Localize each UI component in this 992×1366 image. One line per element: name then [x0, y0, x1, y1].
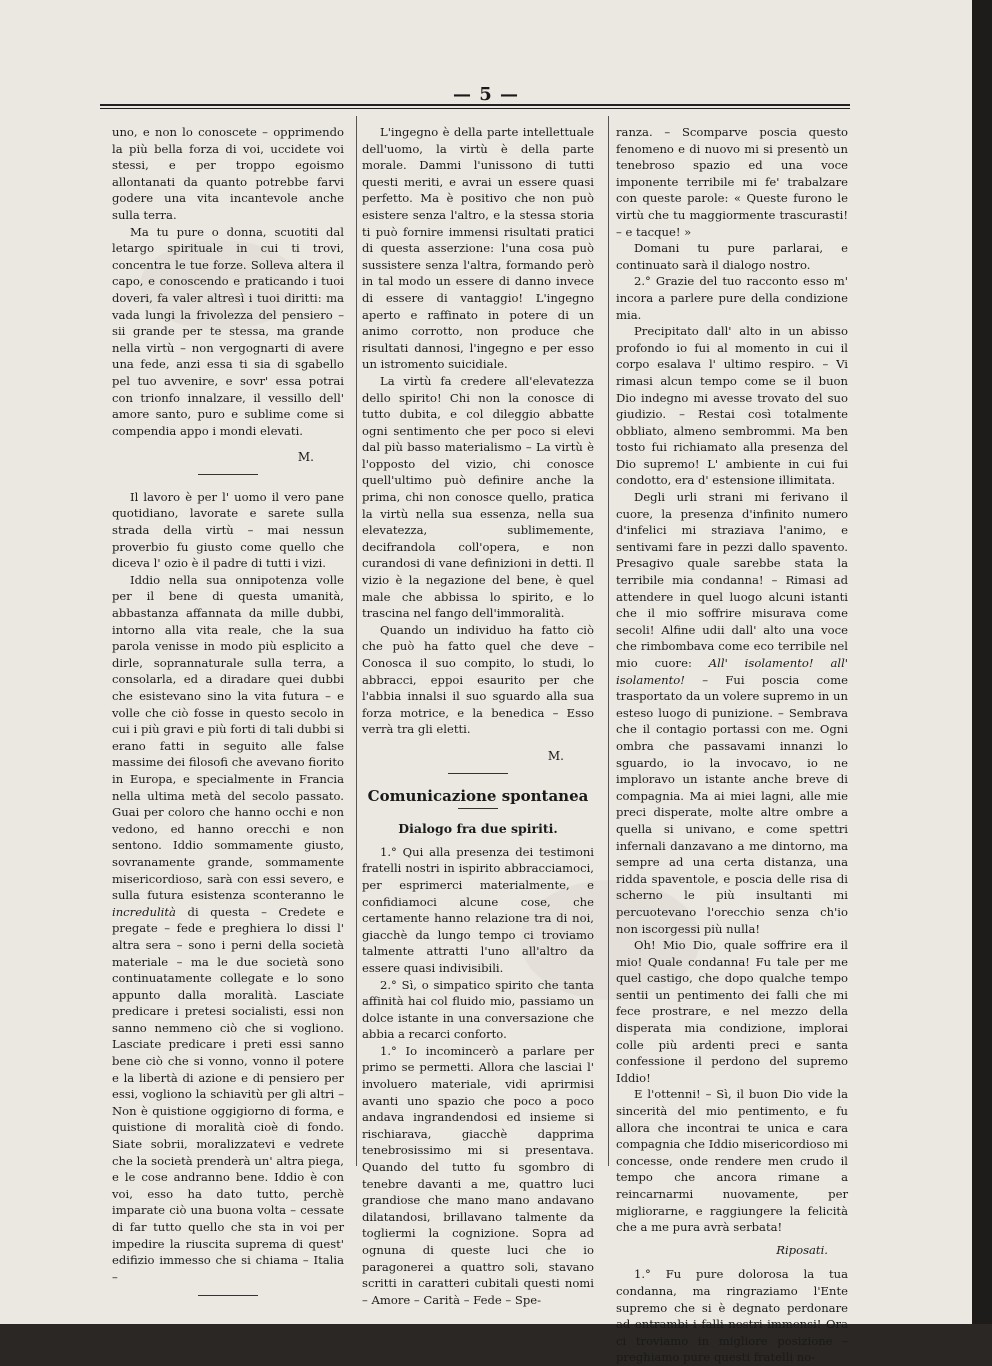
italic-text: All' isolamento! all' isolamento!: [616, 656, 848, 687]
paragraph: L'ingegno è della parte intellettuale dell'uomo, la virtù è della parte morale. Dammi l'unissono di tutti questi meriti, e avrai un essere quasi perfetto. Ma è positivo che non può esistere senza l'altro, e la stessa storia ti può fornire immensi risultati pratici di questa asserzione: l'una cosa può sussistere senza l'altra, formando però in tal modo un essere di danno invece di essere di vantaggio! L'ingegno aperto e raffinato in potere di un animo corrotto, non produce che risultati dannosi, l'ingegno e per esso un istromento suicidiale.: [362, 125, 594, 372]
text-run: – Fui poscia come trasportato da un volere supremo in un esteso luogo di punizione. – Sembrava che il contagio portassi con me. Ogni ombra che passavami innanzi lo sguardo, io la invocavo, io ne imploravo un istante anche breve di compagnia. Ma ai miei lagni, alle mie preci disperate, molte altre ombre a quella si univano, e come spettri infernali danzavano a me dintorno, ma sempre ad una certa distanza, una ridda spaventole, e poscia delle risa di scherno le più insultanti mi percuotevano l'orecchio senza ch'io non iscorgessi più nulla!: [616, 672, 848, 936]
paragraph: uno, e non lo conoscete – opprimendo la più bella forza di voi, uccidete voi stessi, e per troppo egoismo allontanati da quanto potrebbe farvi godere una vita incantevole anche sulla terra.: [112, 125, 344, 222]
text-run: Degli urli strani mi ferivano il cuore, la presenza d'infinito numero d'infelici mi straziava l'animo, e sentivami fare in pezzi dallo spavento. Presagivo quale sarebbe stata la terribile mia condanna! – Rimasi ad attendere in quel luogo alcuni istanti che il mio soffrire misurava come secoli! Alfine udii dall' alto una voce che rimbombava come eco terribile nel mio cuore:: [616, 490, 848, 670]
paragraph: Ma tu pure o donna, scuotiti dal letargo spirituale in cui ti trovi, concentra le tue forze. Solleva altera il capo, e conoscendo e praticando i tuoi doveri, fa valer altresì i tuoi diritti: ma vada lungi la frivolezza del pensiero – sii grande per te stessa, ma grande nella virtù – non vergognarti di avere una fede, anzi essa ti sia di sgabello pel tuo avvenire, e sovr' essa potrai con trionfo innalzare, il vessillo dell' amore santo, puro e sublime come si compendia appo i mondi elevati.: [112, 224, 344, 438]
paragraph: Precipitato dall' alto in un abisso profondo io fui al momento in cui il corpo esalava l' ultimo respiro. – Vi rimasi alcun tempo come se il buon Dio indegno mi avesse trovato del suo giudizio. – Restai così totalmente obbliato, almeno sembrommi. Ma ben tosto fui richiamato alla presenza del Dio supremo! L' ambiente in cui fui condotto, era d' estensione illimitata.: [616, 324, 848, 488]
paragraph: 2.° Grazie del tuo racconto esso m' incora a parlere pure della condizione mia.: [616, 274, 848, 322]
paragraph: ranza. – Scomparve poscia questo fenomeno e di nuovo mi si presentò un tenebroso spazio ed una voce imponente terribile mi fe' trabalzare con queste parole: « Queste furono le virtù che tu maggiormente trascurasti! – e tacque! »: [616, 125, 848, 239]
column-1: [112, 124, 344, 1310]
text-run: Iddio nella sua onnipotenza volle per il bene di questa umanità, abbastanza affannata da mille dubbi, intorno alla vita reale, che la sua parola venisse in modo più esplicito a dirle, soprannaturale sulla terra, a consolarla, ed a diradare quei dubbi che esistevano sino la vita futura – e volle che ciò fosse in questo secolo in cui i più gravi e più forti di tali dubbi si erano fatti in seguito alle false massime dei filosofi che avevano fiorito in Europa, e specialmente in Francia nella ultima metà del secolo passato. Guai per coloro che hanno occhi e non vedono, ed hanno orecchi e non sentono. Iddio sommamente giusto, sovranamente grande, sommamente misericordioso, sarà con essi severo, e sulla futura esistenza sconteranno le: [112, 572, 344, 903]
paragraph: Domani tu pure parlarai, e continuato sarà il dialogo nostro.: [616, 241, 848, 272]
separator-rule: [198, 1295, 258, 1296]
paragraph: E l'ottenni! – Sì, il buon Dio vide la sincerità del mio pentimento, e fu allora che incontrai te unica e cara compagnia che Iddio misericordioso mi concesse, onde rendere men crudo il tempo che ancora rimane a reincarnarmi nuovamente, per migliorarne, e raggiungere la felicità che a me pura avrà serbata!: [616, 1087, 848, 1235]
separator-rule: [458, 808, 498, 809]
signature: M.: [547, 748, 564, 763]
signature: M.: [297, 450, 314, 465]
column-divider: [356, 116, 357, 1166]
paragraph: [112, 572, 344, 1286]
paragraph: 1.° Io incomincerò a parlare per primo se permetti. Allora che lasciai l' involuero materiale, vidi aprirmisi avanti uno spazio che poco a poco andava ingrandendosi ed insieme si rischiarava, giacchè dapprima tenebrosissimo mi si presentava. Quando del tutto fu sgombro di tenebre davanti a me, quattro luci grandiose che mano mano andavano dilatandosi, brillavano talmente da togliermi la cognizione. Sopra ad ognuna di queste luci che io paragonerei a quattro soli, stavano scritti in caratteri cubitali questi nomi – Amore – Carità – Fede – Spe-: [362, 1043, 594, 1307]
column-2: [362, 124, 594, 1308]
separator-rule: [448, 773, 508, 774]
rest-signature: Riposati.: [776, 1242, 828, 1257]
header-rule: [100, 104, 850, 109]
paragraph: Quando un individuo ha fatto ciò che può ha fatto quel che deve – Conosca il suo compito, lo studi, lo abbracci, eppoi esaurito per che l'abbia innalsi il suo sguardo alla sua forza motrice, e la benedica – Esso verrà tra gli eletti.: [362, 622, 594, 737]
section-title: Comunicazione spontanea: [367, 786, 589, 805]
page-number: — 5 —: [452, 84, 520, 105]
paragraph: 2.° Sì, o simpatico spirito che tanta affinità hai col fluido mio, passiamo un dolce istante in una conversazione che abbia a recarci conforto.: [362, 977, 594, 1042]
paragraph: [616, 489, 848, 937]
paragraph: La virtù fa credere all'elevatezza dello spirito! Chi non la conosce di tutto dubita, e col dileggio abbatte ogni sentimento che per poco si elevi dal più basso materialismo – La virtù è l'opposto del vizio, chi conosce quell'ultimo può definire anche la prima, chi non conosce quello, pratica la virtù nella sua essenza, nella sua elevatezza, sublimemente, decifrandola coll'opera, e non curandosi di vane definizioni in detti. Il vizio è la negazione del bene, è quel male che abbissa lo spirito, e lo trascina nel fango dell'immoralità.: [362, 373, 594, 621]
column-3: [616, 124, 848, 1366]
paragraph: Il lavoro è per l' uomo il vero pane quotidiano, lavorate e sarete sulla strada della virtù – mai nessun proverbio fu giusto come quello che diceva l' ozio è il padre di tutti i vizi.: [112, 489, 344, 571]
paragraph: 1.° Fu pure dolorosa la tua condanna, ma ringraziamo l'Ente supremo che si è degnato perdonare ad entrambi i falli nostri immensi! Ora ci troviamo in migliore posizione – preghiamo pure questi fratelli no-: [616, 1267, 848, 1365]
italic-text: incredulità: [112, 904, 176, 919]
paragraph: 1.° Qui alla presenza dei testimoni fratelli nostri in ispirito abbracciamoci, per esprimerci materialmente, e confidiamoci alcune cose, che certamente hanno relazione tra di noi, giacchè da lungo tempo ci troviamo talmente attratti l'uno all'altro da essere quasi indivisibili.: [362, 844, 594, 975]
column-divider: [608, 116, 609, 1166]
text-run: di questa – Credete e pregate – fede e preghiera lo dissi l' altra sera – sono i perni della società materiale – ma le due società sono continuatamente collegate e lo sono appunto dalla moralità. Lasciate predicare i pretesi socialisti, essi non sanno nemmeno ciò che si vogliono. Lasciate predicare i preti essi sanno bene ciò che si vonno, vonno il potere e la libertà di azione e di pensiero per essi, vogliono la schiavitù per gli altri – Non è quistione oggigiorno di forma, e quistione di moralità cioè di fondo. Siate sobrii, moralizzatevi e vedrete che la società prenderà un' altra piega, e le cose andranno bene. Iddio è con voi, esso ha dato tutto, perchè imparate ciò una buona volta – cessate di far tutto quello che sta in voi per impedire la riuscita suprema di quest' edifizio immesso che si chiama – Italia –: [112, 904, 344, 1284]
separator-rule: [198, 474, 258, 475]
paragraph: Oh! Mio Dio, quale soffrire era il mio! Quale condanna! Fu tale per me quel castigo, che dopo qualche tempo sentii un pentimento dei falli che mi fece prostrare, e nel mezzo della disperata mia condizione, implorai colle più ardenti preci e santa confessione il perdono del supremo Iddio!: [616, 938, 848, 1085]
dialog-title: Dialogo fra due spiriti.: [398, 821, 558, 837]
scan-edge: [972, 0, 992, 1324]
